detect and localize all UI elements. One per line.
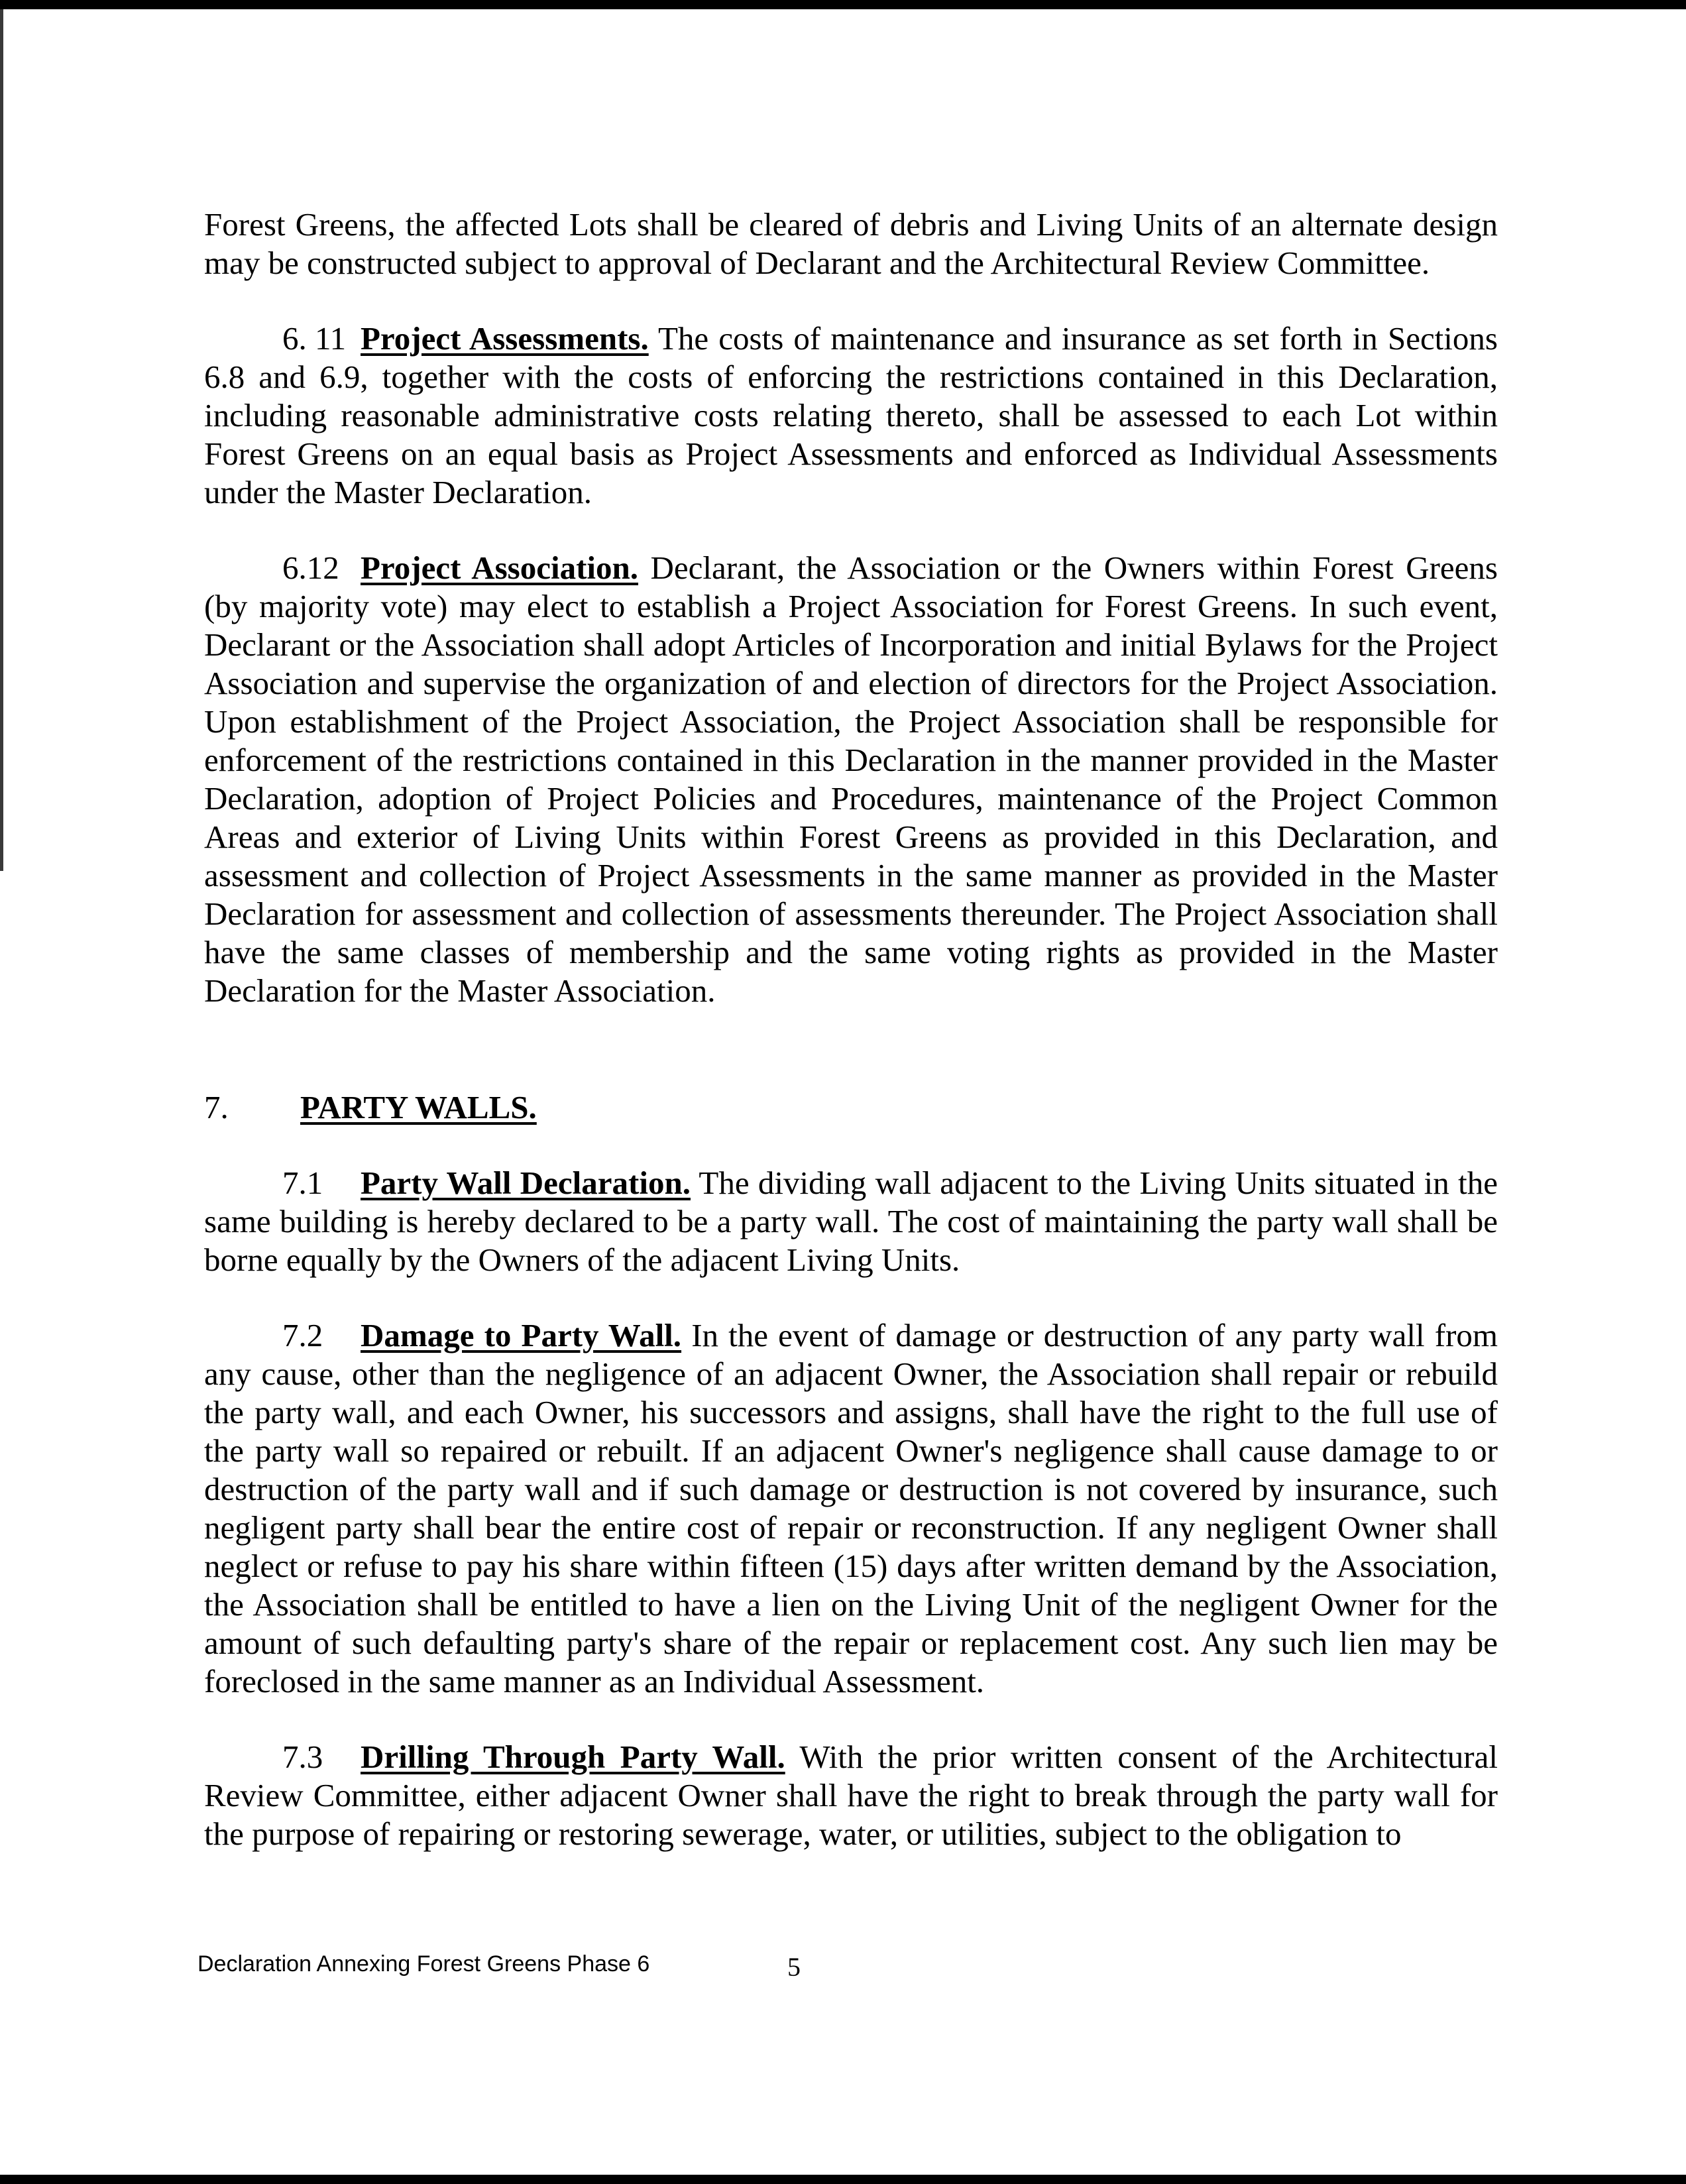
scan-top-border [0, 0, 1686, 9]
section-number: 6. 11 [282, 320, 347, 357]
section-body: With the prior written consent of the Architectural Review Committee, either adjacent Owner shall have the right to break through the party wall for the purpose of repairing or restoring sewerage, water, or utilities, subject to the obligation to [204, 1739, 1498, 1852]
section-heading: Project Assessments. [361, 320, 649, 357]
scan-bottom-border [0, 2175, 1686, 2184]
section-6-12 [204, 549, 1498, 1010]
section-title: PARTY WALLS. [300, 1089, 537, 1125]
section-7-3 [204, 1738, 1498, 1853]
section-7-heading [204, 1088, 1498, 1127]
section-number: 7.3 [282, 1739, 323, 1775]
section-heading: Damage to Party Wall. [361, 1317, 682, 1353]
section-heading: Project Association. [361, 549, 639, 586]
section-7-1 [204, 1164, 1498, 1279]
section-heading: Party Wall Declaration. [361, 1165, 691, 1201]
section-heading: Drilling Through Party Wall. [361, 1739, 785, 1775]
section-7-2 [204, 1316, 1498, 1701]
section-body: Declarant, the Association or the Owners within Forest Greens (by majority vote) may elect to establish a Project Association for Forest Greens. In such event, Declarant or the Association shall adopt Articles of Incorporation and initial Bylaws for the Project Association and supervise the organization of and election of directors for the Project Association. Upon establishment of the Project Association, the Project Association shall be responsible for enforcement of the restrictions contained in this Declaration in the manner provided in the Master Declaration, adoption of Project Policies and Procedures, maintenance of the Project Common Areas and exterior of Living Units within Forest Greens as provided in this Declaration, and assessment and collection of Project Assessments in the same manner as provided in the Master Declaration for assessment and collection of assessments thereunder. The Project Association shall have the same classes of membership and the same voting rights as provided in the Master Declaration for the Master Association. [204, 549, 1498, 1009]
page-number: 5 [787, 1952, 801, 1982]
section-number: 7. [204, 1089, 229, 1125]
section-body: The dividing wall adjacent to the Living Units situated in the same building is hereby declared to be a party wall. The cost of maintaining the party wall shall be borne equally by the Owners of the adjacent Living Units. [204, 1165, 1498, 1278]
document-body [204, 205, 1498, 1890]
scan-left-edge [0, 9, 3, 871]
section-6-11 [204, 319, 1498, 512]
footer-title: Declaration Annexing Forest Greens Phase 6 [197, 1951, 650, 1977]
section-number: 7.2 [282, 1317, 323, 1353]
section-body: In the event of damage or destruction of any party wall from any cause, other than the negligence of an adjacent Owner, the Association shall repair or rebuild the party wall, and each Owner, his successors and assigns, shall have the right to the full use of the party wall so repaired or rebuilt. If an adjacent Owner's negligence shall cause damage to or destruction of the party wall and if such damage or destruction is not covered by insurance, such negligent party shall bear the entire cost of repair or reconstruction. If any negligent Owner shall neglect or refuse to pay his share within fifteen (15) days after written demand by the Association, the Association shall be entitled to have a lien on the Living Unit of the negligent Owner for the amount of such defaulting party's share of the repair or replacement cost. Any such lien may be foreclosed in the same manner as an Individual Assessment. [204, 1317, 1498, 1699]
intro-paragraph: Forest Greens, the affected Lots shall be cleared of debris and Living Units of an alternate design may be constructed subject to approval of Declarant and the Architectural Review Committee. [204, 206, 1498, 281]
section-body: The costs of maintenance and insurance as set forth in Sections 6.8 and 6.9, together with the costs of enforcing the restrictions contained in this Declaration, including reasonable administrative costs relating thereto, shall be assessed to each Lot within Forest Greens on an equal basis as Project Assessments and enforced as Individual Assessments under the Master Declaration. [204, 320, 1498, 510]
section-number: 7.1 [282, 1165, 323, 1201]
section-number: 6.12 [282, 549, 339, 586]
